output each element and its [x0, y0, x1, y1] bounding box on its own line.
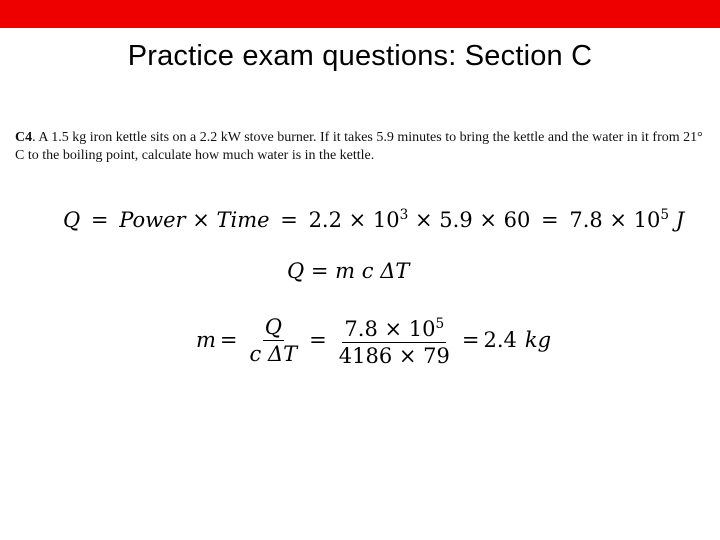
fraction-numeric	[337, 311, 452, 369]
header-accent-bar	[0, 0, 720, 28]
energy-equation: Q = Power × Time = $2.2 \times 10^3 \times 5.9 \times 60 = 7.8 \times 10^5$ J	[63, 207, 685, 232]
mass-equation: m = $\frac{Q}{\text{c ΔT}}$ = $\frac{7.8 \times 10^5}{4186 \times 79}$ = 2.4 kg	[196, 310, 551, 370]
frac2-numerator: $7.8 \times 10^5$	[342, 311, 446, 343]
frac1-numerator: Q	[264, 314, 282, 339]
eq3-lhs: m	[196, 328, 216, 352]
fraction-symbolic	[248, 314, 300, 367]
eq1-result: 7.8 × 10	[569, 208, 661, 232]
eq1-expr: Power × Time	[119, 208, 270, 232]
frac1-denominator: c ΔT	[249, 341, 298, 366]
eq1-unit: J	[675, 208, 685, 232]
heat-equation: Q = m c ΔT	[287, 259, 410, 283]
eq3-result: 2.4	[483, 328, 517, 352]
question-number: C4	[15, 130, 33, 145]
question-text	[15, 129, 705, 165]
question-body: . A 1.5 kg iron kettle sits on a 2.2 kW stove burner. If it takes 5.9 minutes to bring the kettle and the water in it from 21° C to the boiling point, calculate how much water is in the kettle.	[15, 130, 703, 163]
slide-title: Practice exam questions: Section C	[127, 40, 593, 72]
eq1-power-exp: 3	[399, 207, 409, 223]
frac2-denominator: 4186 × 79	[338, 344, 450, 368]
eq1-result-exp: 5	[660, 207, 670, 223]
eq1-power: 2.2 × 10	[308, 208, 400, 232]
eq3-unit: kg	[524, 328, 552, 352]
eq1-time: × 5.9 × 60	[415, 208, 531, 232]
eq1-lhs: Q	[63, 208, 81, 232]
